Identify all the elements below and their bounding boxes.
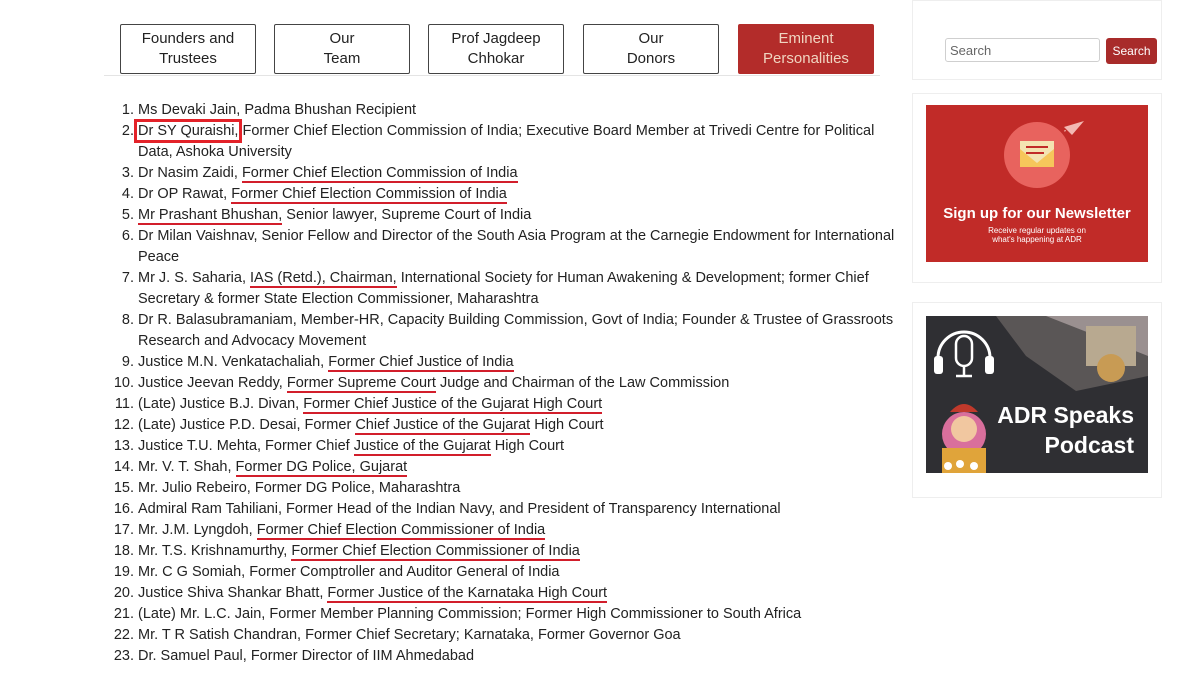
underlined-text: Justice of the Gujarat [353,438,491,454]
list-item-text: Mr. J.M. Lyngdoh, [138,522,257,538]
list-item [138,436,908,457]
list-item [138,163,908,184]
list-item-text: Senior lawyer, Supreme Court of India [282,207,532,223]
underlined-text: Former Supreme Court [286,375,436,391]
search-input[interactable] [945,38,1100,62]
list-item [138,352,908,373]
list-item-text: Dr OP Rawat, [138,186,232,202]
list-item [138,625,908,646]
list-item-text: Dr Nasim Zaidi, [138,165,242,181]
list-item-text: Mr. C G Somiah, Former Comptroller and Auditor General of India [138,564,560,580]
tab-label-line1: Eminent [778,30,834,47]
list-item-text: Ms Devaki Jain, Padma Bhushan Recipient [138,102,417,118]
list-item-text: (Late) Mr. L.C. Jain, Former Member Planning Commission; Former High Commissioner to South Africa [138,606,802,622]
tab-label-line2: Personalities [763,50,849,67]
list-item [138,205,908,226]
tab-label-line2: Donors [626,50,676,67]
tab-label-line1: Our [638,30,664,47]
tab-founders-trustees[interactable] [120,24,256,74]
underlined-text: Mr Prashant Bhushan, [138,207,283,223]
eminent-personalities-list [114,100,908,667]
podcast-title-line2: Podcast [1044,432,1134,458]
list-item [138,100,908,121]
underlined-text: Former Chief Election Commission of India [241,165,518,181]
tab-divider [104,75,880,76]
list-item-text: Mr. T.S. Krishnamurthy, [138,543,292,559]
list-item [138,310,908,352]
underlined-text: Former Justice of the Karnataka High Court [327,585,608,601]
tab-label-line2: Chhokar [467,50,525,67]
underlined-text: IAS (Retd.), Chairman, [250,270,397,286]
list-item-text: Mr. Julio Rebeiro, Former DG Police, Maharashtra [138,480,461,496]
list-item [138,646,908,667]
search-button[interactable]: Search [1106,38,1157,64]
list-item [138,541,908,562]
tab-label-line1: Founders and [141,30,235,47]
list-item-text: High Court [530,417,604,433]
list-item [138,562,908,583]
underlined-text: Former Chief Justice of the Gujarat High Court [303,396,603,412]
tab-our-donors[interactable] [583,24,719,74]
list-item-text: Justice T.U. Mehta, Former Chief [138,438,354,454]
list-item [138,184,908,205]
underlined-text: Former Chief Justice of India [328,354,514,370]
tab-eminent-personalities[interactable] [738,24,874,74]
list-item [138,604,908,625]
list-item-text: Dr Milan Vaishnav, Senior Fellow and Director of the South Asia Program at the Carnegie Endowment for International Peace [138,228,895,265]
list-item-text: Mr. V. T. Shah, [138,459,236,475]
podcast-banner[interactable] [926,316,1148,473]
newsletter-subtitle [966,226,1108,244]
underlined-text: Chief Justice of the Gujarat [355,417,531,433]
tab-label-line2: Trustees [159,50,217,67]
list-item [138,226,908,268]
character-illustration-icon [942,404,986,473]
list-item [138,268,908,310]
list-item-text: Mr. T R Satish Chandran, Former Chief Secretary; Karnataka, Former Governor Goa [138,627,681,643]
list-item [138,478,908,499]
newsletter-title: Sign up for our Newsletter [943,205,1131,222]
list-item-text: International Society for Human Awakening & Development; former Chief Secretary & former State Election Commissioner, Maharashtra [138,270,869,307]
newsletter-widget [912,93,1162,283]
newsletter-banner[interactable] [926,105,1148,262]
newsletter-subtitle-line1: Receive regular updates on [988,226,1086,235]
list-item-text: Admiral Ram Tahiliani, Former Head of the Indian Navy, and President of Transparency International [138,501,781,517]
list-item [138,583,908,604]
highlighted-name: Dr SY Quraishi, [138,123,239,139]
tab-our-team[interactable] [274,24,410,74]
search-widget [912,0,1162,80]
newsletter-subtitle-line2: what's happening at ADR [992,235,1082,244]
list-item-text: (Late) Justice P.D. Desai, Former [138,417,356,433]
underlined-text: Former DG Police, Gujarat [235,459,408,475]
list-item-text: Former Chief Election Commission of India; Executive Board Member at Trivedi Centre for Political Data, Ashoka University [138,123,875,160]
list-item-text: Justice M.N. Venkatachaliah, [138,354,329,370]
underlined-text: Former Chief Election Commissioner of India [256,522,546,538]
underlined-text: Former Chief Election Commissioner of India [291,543,580,559]
list-item [138,499,908,520]
underlined-text: Former Chief Election Commission of India [231,186,507,202]
tab-prof-jagdeep-chhokar[interactable] [428,24,564,74]
podcast-title-line1: ADR Speaks [997,402,1134,428]
list-item-text: Judge and Chairman of the Law Commission [435,375,730,391]
list-item [138,457,908,478]
tab-label-line1: Our [329,30,355,47]
microphone-headphones-icon [934,332,994,376]
list-item-text: (Late) Justice B.J. Divan, [138,396,304,412]
list-item [138,121,908,163]
list-item [138,373,908,394]
tab-label-line2: Team [323,50,361,67]
list-item-text: High Court [490,438,565,454]
list-item-text: Mr J. S. Saharia, [138,270,251,286]
list-item-text: Dr. Samuel Paul, Former Director of IIM Ahmedabad [138,648,475,664]
list-item-text: Dr R. Balasubramaniam, Member-HR, Capacity Building Commission, Govt of India; Founder & Trustee of Grassroots Research and Advocacy Movement [138,312,894,349]
tab-label-line1: Prof Jagdeep [451,30,541,47]
list-item-text: Justice Shiva Shankar Bhatt, [138,585,328,601]
podcast-widget [912,302,1162,498]
list-item [138,520,908,541]
list-item [138,394,908,415]
list-item [138,415,908,436]
list-item-text: Justice Jeevan Reddy, [138,375,287,391]
